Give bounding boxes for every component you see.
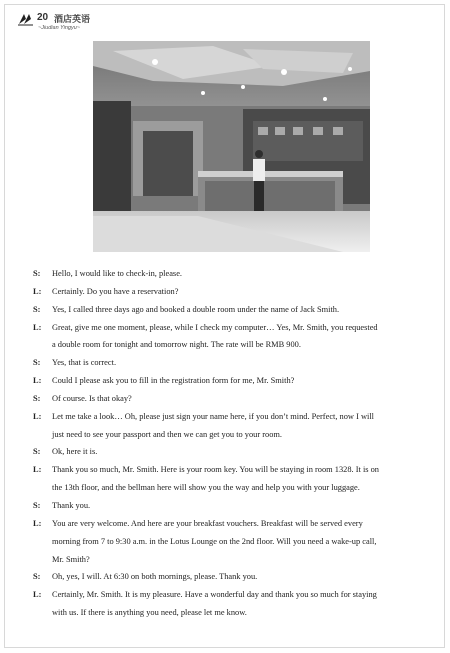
dialogue-text: a double room for tonight and tomorrow night. The rate will be RMB 900.: [52, 340, 301, 350]
speaker-label: L:: [33, 286, 42, 296]
dialogue-text: Oh, yes, I will. At 6:30 on both mornings, please. Thank you.: [52, 572, 258, 582]
page-number: 20: [37, 12, 49, 23]
dialogue-line: [33, 515, 431, 533]
speaker-label: L:: [33, 590, 42, 600]
lobby-illustration: [93, 41, 370, 252]
dialogue-text: You are very welcome. And here are your breakfast vouchers. Breakfast will be served every: [52, 518, 363, 528]
dialogue-line: [33, 551, 431, 569]
dialogue-line: [33, 426, 431, 444]
dialogue-text: Thank you.: [52, 500, 91, 510]
dialogue-text: Could I please ask you to fill in the registration form for me, Mr. Smith?: [52, 376, 295, 386]
dialogue-text: Ok, here it is.: [52, 447, 98, 457]
dialogue-text: Certainly. Do you have a reservation?: [52, 286, 179, 296]
dialogue-text: Certainly, Mr. Smith. It is my pleasure. Have a wonderful day and thank you so much for staying: [52, 590, 377, 600]
speaker-label: S:: [33, 500, 41, 510]
book-logo-icon: [18, 12, 34, 26]
book-title: 酒店英语: [54, 15, 91, 25]
dialogue-line: [33, 408, 431, 426]
dialogue-line: [33, 336, 431, 354]
dialogue-text: just need to see your passport and then we can get you to your room.: [52, 429, 283, 439]
dialogue-text: Yes, I called three days ago and booked a double room under the name of Jack Smith.: [52, 304, 340, 314]
dialogue-line: [33, 265, 431, 283]
speaker-label: S:: [33, 447, 41, 457]
dialogue-text: Let me take a look… Oh, please just sign your name here, if you don’t mind. Perfect, now I will: [52, 411, 374, 421]
hotel-lobby-photo: [93, 41, 370, 252]
speaker-label: L:: [33, 411, 42, 421]
dialogue-text: with us. If there is anything you need, please let me know.: [52, 608, 247, 618]
speaker-label: L:: [33, 465, 42, 475]
dialogue-line: [33, 479, 431, 497]
dialogue-text: Mr. Smith?: [52, 554, 90, 564]
dialogue-line: [33, 461, 431, 479]
dialogue-line: [33, 586, 431, 604]
speaker-label: S:: [33, 393, 41, 403]
dialogue-line: [33, 354, 431, 372]
dialogue-text: the 13th floor, and the bellman here will show you the way and help you with your luggage.: [52, 483, 360, 493]
speaker-label: S:: [33, 269, 41, 278]
dialogue-text: Of course. Is that okay?: [52, 393, 132, 403]
dialogue-line: [33, 497, 431, 515]
dialogue-line: [33, 604, 431, 622]
dialogue-line: [33, 533, 431, 551]
book-subtitle: ~Jiudian Yingyu~: [38, 25, 80, 31]
speaker-label: L:: [33, 322, 42, 332]
dialogue-text: Great, give me one moment, please, while I check my computer… Yes, Mr. Smith, you requested: [52, 322, 378, 332]
dialogue-text: Yes, that is correct.: [52, 358, 117, 368]
dialogue-line: [33, 301, 431, 319]
dialogue-line: [33, 568, 431, 586]
dialogue-text: morning from 7 to 9:30 a.m. in the Lotus Lounge on the 2nd floor. Will you need a wake-up call,: [52, 536, 377, 546]
speaker-label: S:: [33, 572, 41, 582]
dialogue-text: Hello, I would like to check-in, please.: [52, 269, 183, 278]
dialogue-line: [33, 283, 431, 301]
dialogue-line: [33, 390, 431, 408]
speaker-label: S:: [33, 304, 41, 314]
dialogue-line: [33, 372, 431, 390]
speaker-label: S:: [33, 358, 41, 368]
dialogue-line: [33, 443, 431, 461]
dialogue: [33, 265, 431, 622]
speaker-label: L:: [33, 376, 42, 386]
dialogue-line: [33, 319, 431, 337]
speaker-label: L:: [33, 518, 42, 528]
dialogue-text: Thank you so much, Mr. Smith. Here is your room key. You will be staying in room 1328. It is on: [52, 465, 379, 475]
